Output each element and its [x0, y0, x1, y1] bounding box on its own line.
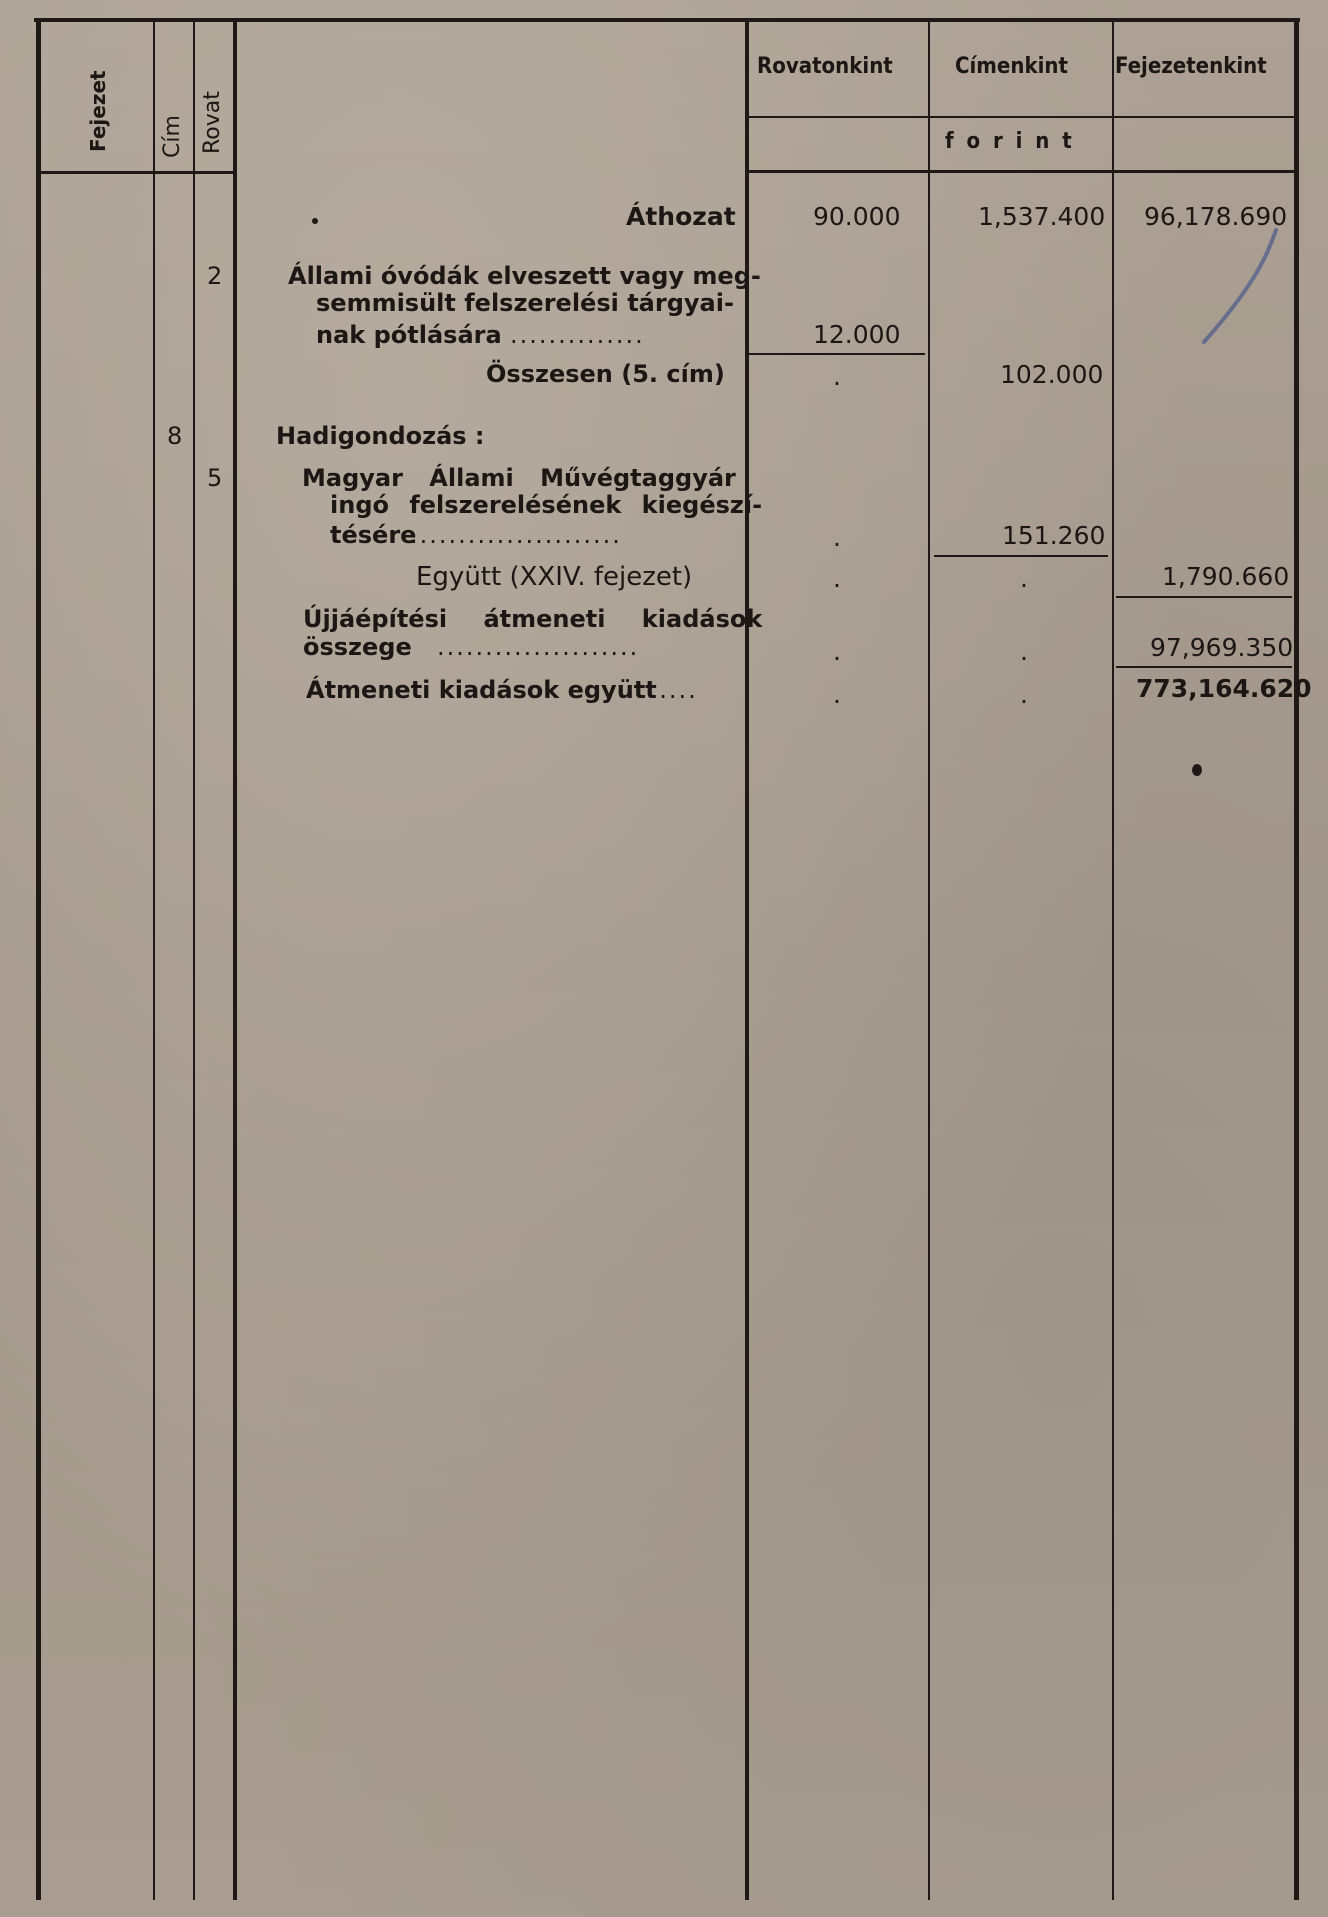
atmeneti-rovatonkint: .	[833, 680, 841, 709]
hadigondozas-label: Hadigondozás :	[276, 422, 485, 450]
rovatonkint-column-divider	[745, 22, 749, 1900]
atmeneti-fejezetenkint: 773,164.620	[1136, 674, 1312, 703]
header-fejezetenkint: Fejezetenkint	[1115, 54, 1267, 79]
left-border	[36, 18, 41, 1900]
rovat-column-divider	[193, 22, 195, 1900]
osszesen-cimenkint: 102.000	[1000, 360, 1104, 389]
header-amount-rule	[747, 116, 1295, 118]
fejezetenkint-column-divider	[1112, 22, 1114, 1900]
header-currency: f o r i n t	[945, 129, 1075, 154]
item-5-rovat: 5	[207, 464, 223, 492]
atmeneti-cimenkint: .	[1020, 680, 1028, 709]
cimenkint-subtotal-rule	[934, 555, 1108, 557]
item-2-line1: Állami óvódák elveszett vagy meg-	[288, 262, 761, 290]
ujjaepitesi-rovatonkint: .	[833, 637, 841, 666]
fejezetenkint-total-rule	[1116, 666, 1292, 668]
item-2-rovatonkint: 12.000	[813, 320, 901, 349]
ujjaepitesi-dots: .....................	[437, 633, 640, 661]
item-2-dots: ..............	[510, 321, 645, 349]
header-rovatonkint: Rovatonkint	[757, 54, 893, 79]
cimenkint-column-divider	[928, 22, 930, 1900]
item-2-line2: semmisült felszerelési tárgyai-	[316, 289, 734, 317]
pencil-mark	[1180, 220, 1300, 350]
item-5-line3: tésére	[330, 521, 417, 549]
atmeneti-label: Átmeneti kiadások együtt	[306, 676, 657, 704]
osszesen-rovatonkint: .	[833, 362, 841, 391]
athozat-rovatonkint: 90.000	[813, 202, 901, 231]
header-cimenkint: Címenkint	[955, 54, 1068, 79]
header-fejezet: Fejezet	[86, 70, 110, 152]
ink-blot	[1192, 764, 1202, 776]
ujjaepitesi-cimenkint: .	[1020, 637, 1028, 666]
item-5-line2: ingó felszerelésének kiegészí-	[330, 491, 763, 519]
athozat-cimenkint: 1,537.400	[978, 202, 1106, 231]
egyutt-cimenkint: .	[1020, 564, 1028, 593]
item-5-dots: ......................	[410, 521, 622, 549]
athozat-fejezetenkint: 96,178.690	[1144, 202, 1288, 231]
text-column-divider	[233, 22, 237, 1900]
rovatonkint-subtotal-rule	[749, 353, 925, 355]
ujjaepitesi-line1: Újjáépítési átmeneti kiadások	[303, 605, 763, 633]
fejezetenkint-subtotal-rule	[1116, 596, 1292, 598]
header-rovat: Rovat	[200, 91, 225, 154]
hadigondozas-cim: 8	[167, 422, 183, 450]
cim-column-divider	[153, 22, 155, 1900]
osszesen-label: Összesen (5. cím)	[486, 360, 725, 388]
ujjaepitesi-line2: összege	[303, 633, 412, 661]
header-right-rule	[747, 170, 1295, 173]
header-left-rule	[40, 171, 235, 174]
egyutt-label: Együtt (XXIV. fejezet)	[416, 562, 693, 592]
egyutt-rovatonkint: .	[833, 564, 841, 593]
atmeneti-dots: ......	[640, 676, 698, 704]
item-5-rovatonkint: .	[833, 523, 841, 552]
header-cim: Cím	[160, 115, 185, 158]
item-2-line3: nak pótlására	[316, 321, 502, 349]
item-5-line1: Magyar Állami Művégtaggyár	[302, 464, 736, 492]
item-2-rovat: 2	[207, 262, 223, 290]
ujjaepitesi-fejezetenkint: 97,969.350	[1150, 633, 1294, 662]
bullet-dot	[312, 218, 318, 224]
athozat-label: Áthozat	[626, 202, 736, 231]
egyutt-fejezetenkint: 1,790.660	[1162, 562, 1290, 591]
item-5-cimenkint: 151.260	[1002, 521, 1106, 550]
top-border	[34, 18, 1300, 22]
